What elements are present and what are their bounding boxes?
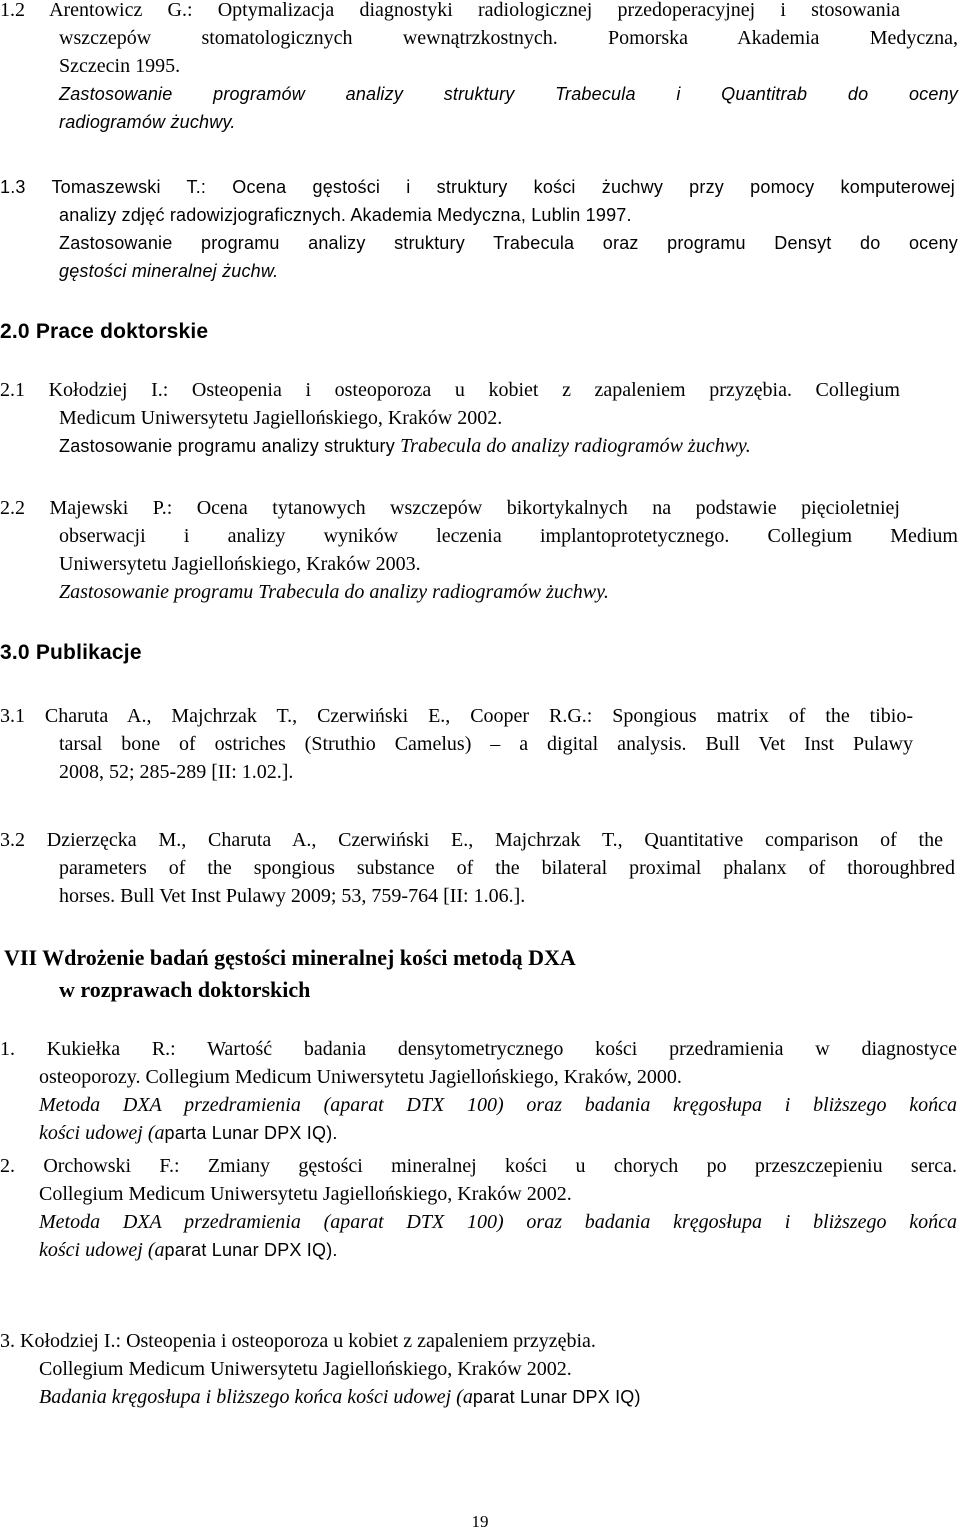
method-note: Metoda DXA przedramienia (aparat DTX 100) oraz badania kręgosłupa i bliższego końca	[39, 1211, 957, 1233]
reference-line: Collegium Medicum Uniwersytetu Jagiellońskiego, Kraków 2002.	[39, 1358, 572, 1380]
method-note: Metoda DXA przedramienia (aparat DTX 100) oraz badania kręgosłupa i bliższego końca	[39, 1094, 957, 1116]
reference-1-2	[0, 0, 960, 136]
method-note-italic: Badania kręgosłupa i bliższego końca kości udowej (a	[39, 1386, 473, 1408]
reference-line: parameters of the spongious substance of the bilateral proximal phalanx of thoroughbred	[59, 857, 955, 879]
method-note: radiogramów żuchwy.	[59, 112, 236, 132]
method-note	[0, 432, 960, 460]
method-note-plain: Zastosowanie programu analizy struktury	[59, 436, 401, 456]
reference-line: 3.1 Charuta A., Majchrzak T., Czerwiński E., Cooper R.G.: Spongious matrix of the tibio-	[0, 705, 913, 727]
method-note-plain: parta Lunar DPX IQ).	[164, 1123, 338, 1143]
method-note-italic: kości udowej (a	[39, 1122, 165, 1144]
dxa-entry-1	[0, 1035, 960, 1147]
method-note-plain: parat Lunar DPX IQ).	[164, 1240, 338, 1260]
reference-line: 1.3 Tomaszewski T.: Ocena gęstości i struktury kości żuchwy przy pomocy komputerowej	[0, 177, 955, 197]
method-note: Zastosowanie programu analizy struktury Trabecula oraz programu Densyt do oceny	[59, 233, 958, 253]
reference-line: wszczepów stomatologicznych wewnątrzkostnych. Pomorska Akademia Medyczna,	[59, 27, 958, 49]
reference-line: 3. Kołodziej I.: Osteopenia i osteoporoza u kobiet z zapaleniem przyzębia.	[0, 1330, 596, 1352]
reference-line: Szczecin 1995.	[59, 55, 181, 77]
reference-line: tarsal bone of ostriches (Struthio Camelus) – a digital analysis. Bull Vet Inst Pulawy	[59, 733, 913, 755]
reference-line: analizy zdjęć radowizjograficznych. Akademia Medyczna, Lublin 1997.	[59, 205, 632, 225]
reference-line: 1. Kukiełka R.: Wartość badania densytometrycznego kości przedramienia w diagnostyce	[0, 1038, 957, 1060]
method-note: Zastosowanie programu Trabecula do analizy radiogramów żuchwy.	[59, 581, 609, 603]
reference-line: Uniwersytetu Jagiellońskiego, Kraków 2003.	[59, 553, 421, 575]
dxa-entry-3	[0, 1327, 960, 1411]
reference-line: 2.2 Majewski P.: Ocena tytanowych wszczepów bikortykalnych na podstawie pięcioletniej	[0, 497, 900, 519]
reference-line: Medicum Uniwersytetu Jagiellońskiego, Kraków 2002.	[59, 407, 503, 429]
section-heading-line: VII Wdrożenie badań gęstości mineralnej kości metodą DXA	[4, 945, 576, 970]
method-note: Zastosowanie programów analizy struktury Trabecula i Quantitrab do oceny	[59, 84, 958, 104]
method-note-plain: parat Lunar DPX IQ)	[472, 1387, 641, 1407]
reference-3-2	[0, 826, 960, 910]
section-heading-publications: 3.0 Publikacje	[0, 641, 142, 664]
reference-line: Collegium Medicum Uniwersytetu Jagiellońskiego, Kraków 2002.	[39, 1183, 572, 1205]
section-heading-doctoral: 2.0 Prace doktorskie	[0, 320, 209, 343]
section-heading-dxa	[0, 942, 960, 1006]
reference-line: 1.2 Arentowicz G.: Optymalizacja diagnostyki radiologicznej przedoperacyjnej i stosowania	[0, 0, 900, 21]
method-note	[0, 1119, 960, 1147]
reference-line: 2008, 52; 285-289 [II: 1.02.].	[59, 761, 294, 783]
dxa-entry-2	[0, 1152, 960, 1264]
reference-line: 2. Orchowski F.: Zmiany gęstości mineralnej kości u chorych po przeszczepieniu serca.	[0, 1155, 957, 1177]
reference-line: obserwacji i analizy wyników leczenia implantoprotetycznego. Collegium Medium	[59, 525, 958, 547]
reference-3-1	[0, 702, 960, 786]
reference-line: horses. Bull Vet Inst Pulawy 2009; 53, 759-764 [II: 1.06.].	[59, 885, 526, 907]
reference-1-3	[0, 173, 960, 285]
reference-2-1	[0, 376, 960, 460]
method-note	[0, 1383, 960, 1411]
reference-line: 3.2 Dzierzęcka M., Charuta A., Czerwiński E., Majchrzak T., Quantitative comparison of the	[0, 829, 943, 851]
reference-line: 2.1 Kołodziej I.: Osteopenia i osteoporoza u kobiet z zapaleniem przyzębia. Collegium	[0, 379, 900, 401]
method-note: gęstości mineralnej żuchw.	[59, 261, 279, 281]
method-note	[0, 1236, 960, 1264]
method-note-italic: kości udowej (a	[39, 1239, 165, 1261]
method-note-italic: Trabecula do analizy radiogramów żuchwy.	[400, 435, 751, 457]
reference-line: osteoporozy. Collegium Medicum Uniwersytetu Jagiellońskiego, Kraków, 2000.	[39, 1066, 682, 1088]
page-number: 19	[471, 1512, 489, 1531]
reference-2-2	[0, 494, 960, 606]
section-heading-line: w rozprawach doktorskich	[59, 977, 311, 1002]
